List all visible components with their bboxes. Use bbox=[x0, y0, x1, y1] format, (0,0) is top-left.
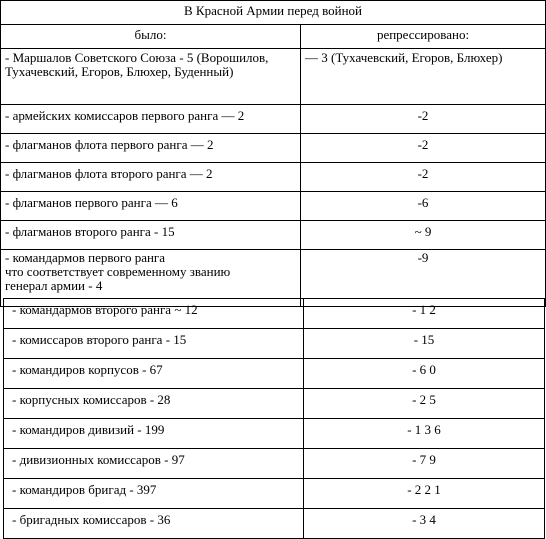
row-label: - флагманов второго ранга - 15 bbox=[1, 221, 301, 250]
row-value: - 2 5 bbox=[304, 389, 545, 419]
row-label: - командиров корпусов - 67 bbox=[4, 359, 304, 389]
row-label-line: - командармов первого ранга bbox=[5, 250, 166, 265]
column-header-was: было: bbox=[1, 25, 301, 49]
table-row bbox=[4, 419, 545, 449]
row-label-line: генерал армии - 4 bbox=[5, 278, 103, 293]
row-value: - 1 2 bbox=[304, 299, 545, 329]
table-row bbox=[4, 299, 545, 329]
row-label: - флагманов первого ранга — 6 bbox=[1, 192, 301, 221]
table-row bbox=[4, 329, 545, 359]
row-value: -9 bbox=[301, 250, 546, 307]
repression-table-bottom bbox=[3, 298, 545, 539]
row-value: - 1 3 6 bbox=[304, 419, 545, 449]
table-row bbox=[4, 449, 545, 479]
row-label: - Маршалов Советского Союза - 5 (Ворошилов, Тухачевский, Егоров, Блюхер, Буденный) bbox=[1, 49, 301, 105]
table-row bbox=[4, 359, 545, 389]
table-row bbox=[1, 105, 546, 134]
row-label: - флагманов флота первого ранга — 2 bbox=[1, 134, 301, 163]
row-label: - командармов второго ранга ~ 12 bbox=[4, 299, 304, 329]
row-label: - корпусных комиссаров - 28 bbox=[4, 389, 304, 419]
row-value: - 2 2 1 bbox=[304, 479, 545, 509]
row-label: - дивизионных комиссаров - 97 bbox=[4, 449, 304, 479]
row-label: - командиров дивизий - 199 bbox=[4, 419, 304, 449]
row-label: - комиссаров второго ранга - 15 bbox=[4, 329, 304, 359]
row-value: - 3 4 bbox=[304, 509, 545, 539]
column-header-repressed: репрессировано: bbox=[301, 25, 546, 49]
table-row bbox=[1, 134, 546, 163]
row-value: - 15 bbox=[304, 329, 545, 359]
table-row bbox=[1, 49, 546, 105]
row-label-line: что соответствует современному званию bbox=[5, 264, 231, 279]
table-row bbox=[4, 509, 545, 539]
table-row bbox=[4, 479, 545, 509]
table-row bbox=[1, 163, 546, 192]
row-value: ~ 9 bbox=[301, 221, 546, 250]
row-value: — 3 (Тухачевский, Егоров, Блюхер) bbox=[301, 49, 546, 105]
table-row bbox=[4, 389, 545, 419]
row-value: -2 bbox=[301, 105, 546, 134]
row-value: - 6 0 bbox=[304, 359, 545, 389]
row-value: -2 bbox=[301, 163, 546, 192]
row-label: - флагманов флота второго ранга — 2 bbox=[1, 163, 301, 192]
row-value: -6 bbox=[301, 192, 546, 221]
table-row bbox=[1, 221, 546, 250]
row-label: - командиров бригад - 397 bbox=[4, 479, 304, 509]
row-label: - бригадных комиссаров - 36 bbox=[4, 509, 304, 539]
row-value: -2 bbox=[301, 134, 546, 163]
table-row bbox=[1, 192, 546, 221]
row-value: - 7 9 bbox=[304, 449, 545, 479]
row-label: - армейских комиссаров первого ранга — 2 bbox=[1, 105, 301, 134]
table-title: В Красной Армии перед войной bbox=[1, 1, 546, 25]
